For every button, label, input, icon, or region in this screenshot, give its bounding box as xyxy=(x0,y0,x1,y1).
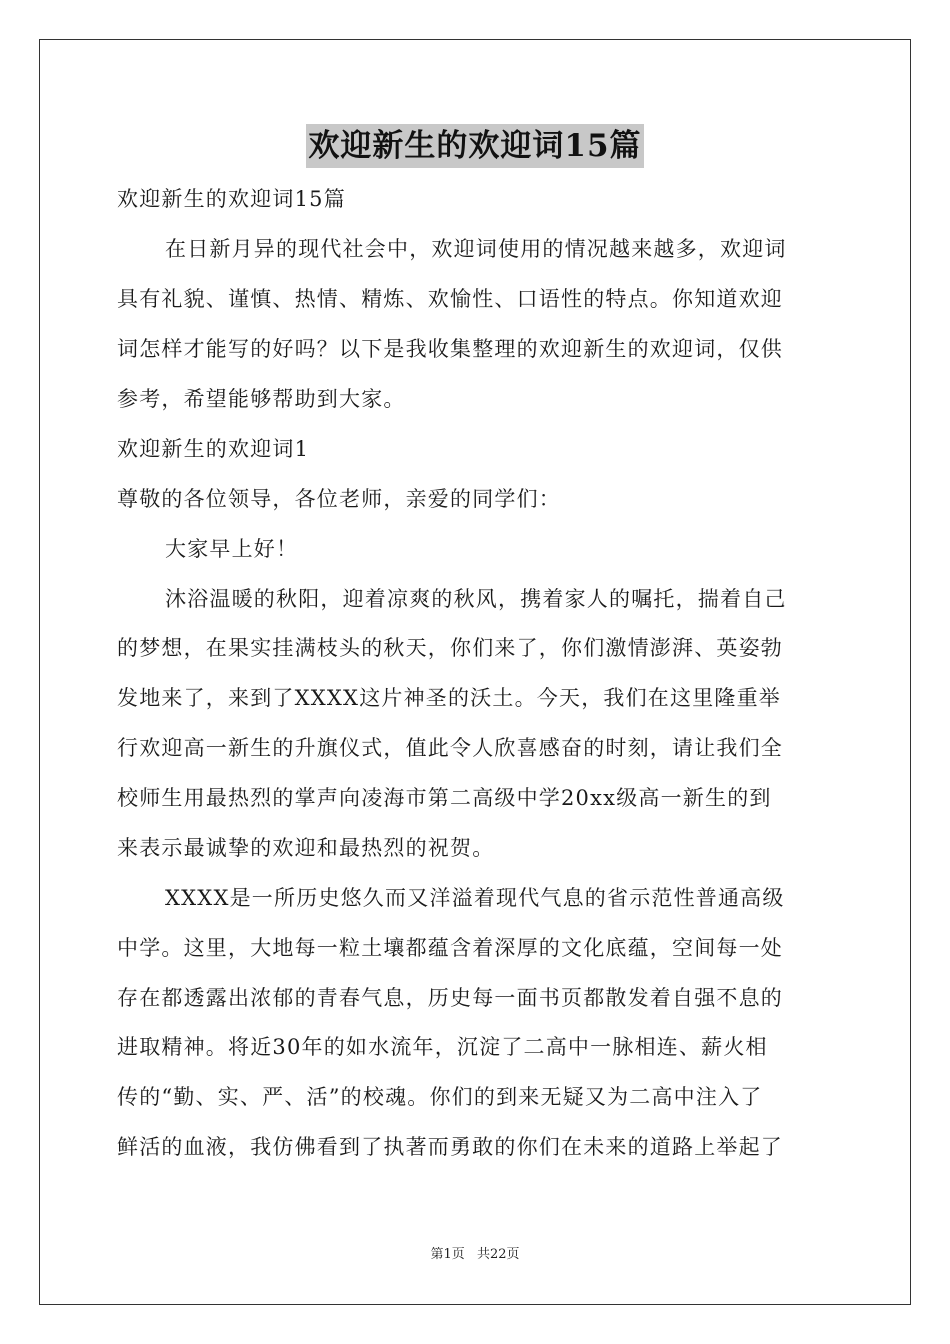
paragraph-line: 具有礼貌、谨慎、热情、精炼、欢愉性、口语性的特点。你知道欢迎 xyxy=(117,287,783,311)
paragraph-line: 存在都透露出浓郁的青春气息，历史每一面书页都散发着自强不息的 xyxy=(117,986,783,1010)
page-border xyxy=(39,39,911,1305)
paragraph-line: 鲜活的血液，我仿佛看到了执著而勇敢的你们在未来的道路上举起了 xyxy=(117,1135,783,1159)
paragraph-line: 的梦想，在果实挂满枝头的秋天，你们来了，你们激情澎湃、英姿勃 xyxy=(117,636,783,660)
salutation-line: 尊敬的各位领导，各位老师，亲爱的同学们： xyxy=(117,487,561,511)
paragraph-line: 沐浴温暖的秋阳，迎着凉爽的秋风，携着家人的嘱托，揣着自己 xyxy=(165,587,787,611)
paragraph-line: 传的“勤、实、严、活”的校魂。你们的到来无疑又为二高中注入了 xyxy=(117,1085,763,1109)
paragraph-line: 在日新月异的现代社会中，欢迎词使用的情况越来越多，欢迎词 xyxy=(165,237,787,261)
greeting-line: 大家早上好！ xyxy=(165,537,299,561)
page-total: 共22页 xyxy=(476,1247,520,1262)
paragraph-line: 发地来了，来到了XXXX这片神圣的沃土。今天，我们在这里隆重举 xyxy=(117,686,781,710)
page-footer xyxy=(0,1246,950,1264)
paragraph-line: XXXX是一所历史悠久而又洋溢着现代气息的省示范性普通高级 xyxy=(165,886,785,910)
paragraph-line: 来表示最诚挚的欢迎和最热烈的祝贺。 xyxy=(117,836,495,860)
subtitle-line: 欢迎新生的欢迎词15篇 xyxy=(117,187,346,211)
paragraph-line: 行欢迎高一新生的升旗仪式，值此令人欣喜感奋的时刻，请让我们全 xyxy=(117,736,783,760)
paragraph-line: 进取精神。将近30年的如水流年，沉淀了二高中一脉相连、薪火相 xyxy=(117,1035,768,1059)
page-number: 第1页 xyxy=(430,1247,465,1262)
paragraph-line: 词怎样才能写的好吗？以下是我收集整理的欢迎新生的欢迎词，仅供 xyxy=(117,337,783,361)
document-title: 欢迎新生的欢迎词15篇 xyxy=(306,124,643,168)
paragraph-line: 中学。这里，大地每一粒土壤都蕴含着深厚的文化底蕴，空间每一处 xyxy=(117,936,783,960)
title-container xyxy=(0,124,950,168)
paragraph-line: 校师生用最热烈的掌声向凌海市第二高级中学20xx级高一新生的到 xyxy=(117,786,772,810)
section-heading: 欢迎新生的欢迎词1 xyxy=(117,437,310,461)
paragraph-line: 参考，希望能够帮助到大家。 xyxy=(117,387,406,411)
